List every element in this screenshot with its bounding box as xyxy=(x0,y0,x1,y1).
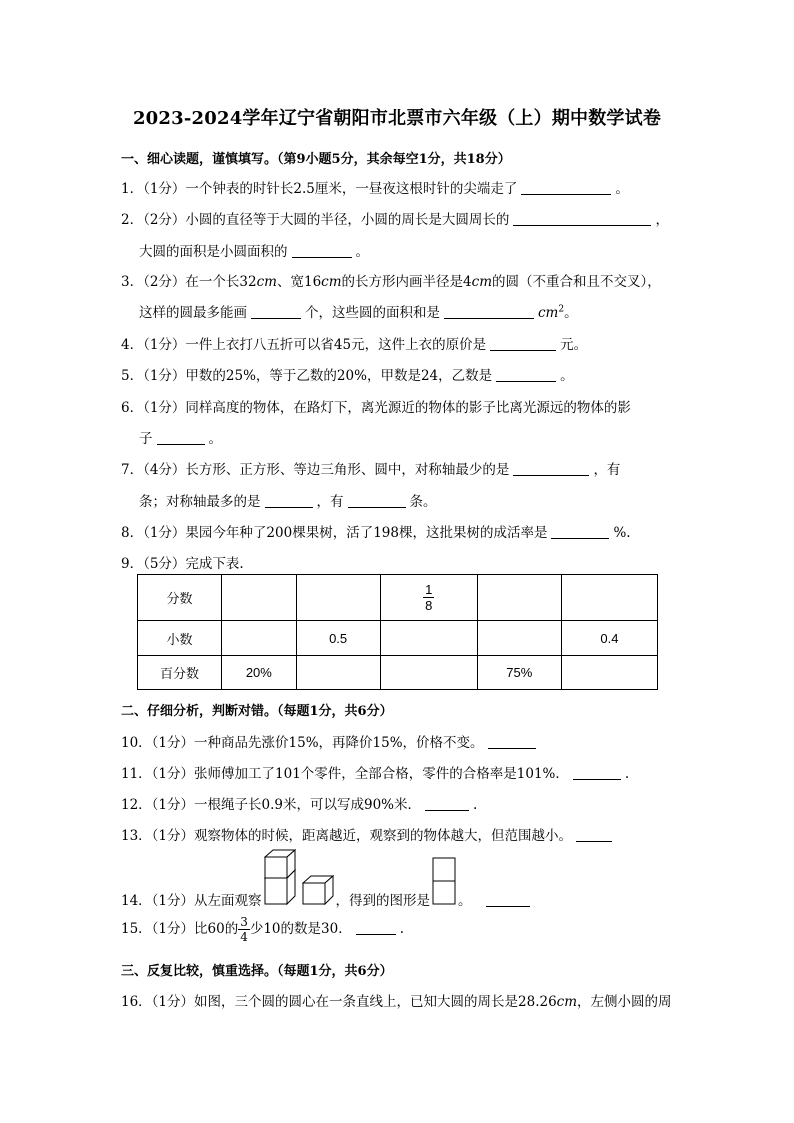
table-cell: 75% xyxy=(477,656,561,690)
two-squares-icon xyxy=(432,857,456,909)
question-13: 13．（1分）观察物体的时候，距离越近，观察到的物体越大，但范围越小。 xyxy=(121,824,616,844)
answer-blank[interactable] xyxy=(486,892,530,907)
table-cell[interactable] xyxy=(561,575,657,621)
table-cell: 20% xyxy=(222,656,296,690)
question-16: 16．（1分）如图，三个圆的圆心在一条直线上，已知大圆的周长是28.26cm，左侧小圆的周 xyxy=(121,994,672,1010)
question-4: 4．（1分）一件上衣打八五折可以省45元，这件上衣的原价是 元。 xyxy=(121,337,588,353)
question-11: 11．（1分）张师傅加工了101个零件，全部合格，零件的合格率是101%． . xyxy=(121,766,630,782)
table-cell[interactable] xyxy=(477,575,561,621)
answer-blank[interactable] xyxy=(573,765,621,780)
answer-blank[interactable] xyxy=(292,243,352,258)
question-6: 6．（1分）同样高度的物体，在路灯下，离光源近的物体的影子比离光源远的物体的影 xyxy=(121,400,631,416)
conversion-table xyxy=(137,574,658,690)
table-cell[interactable] xyxy=(561,656,657,690)
table-cell[interactable] xyxy=(477,621,561,656)
fraction: $\frac{1}{8}$ xyxy=(425,582,433,613)
question-3: 3．（2分）在一个长32cm、宽16cm的长方形内画半径是4cm的圆（不重合和且不交叉）， xyxy=(121,274,661,290)
question-3-line-2: 这样的圆最多能画 个，这些圆的面积和是 $cm^2$。 xyxy=(139,304,578,321)
question-7: 7．（4分）长方形、正方形、等边三角形、圆中，对称轴最少的是 ，有 xyxy=(121,462,621,478)
row-header: 小数 xyxy=(138,621,222,656)
question-8: 8．（1分）果园今年种了200棵果树，活了198棵，这批果树的成活率是 %. xyxy=(121,525,631,541)
exam-title: 2023-2024学年辽宁省朝阳市北票市六年级（上）期中数学试卷 xyxy=(132,108,662,129)
question-2: 2．（2分）小圆的直径等于大圆的半径，小圆的周长是大圆周长的 ， xyxy=(121,212,669,228)
table-row xyxy=(138,621,658,656)
question-12: 12．（1分）一根绳子长0.9米，可以写成90%米． . xyxy=(121,797,478,813)
question-2-line-2: 大圆的面积是小圆面积的 。 xyxy=(139,244,369,260)
answer-blank[interactable] xyxy=(551,524,609,539)
question-1: 1．（1分）一个钟表的时针长2.5厘米，一昼夜这根时针的尖端走了 。 xyxy=(121,181,629,197)
table-cell: 0.5 xyxy=(296,621,380,656)
answer-blank[interactable] xyxy=(251,304,301,319)
question-10: 10．（1分）一种商品先涨价15%，再降价15%，价格不变。 xyxy=(121,731,540,751)
answer-blank[interactable] xyxy=(265,493,313,508)
stacked-cubes-icon xyxy=(264,849,296,909)
table-cell[interactable] xyxy=(296,656,380,690)
question-15: 15．（1分）比60的 $\frac{3}{4}$ 少10的数是30． . xyxy=(121,915,404,944)
table-cell[interactable] xyxy=(380,621,477,656)
answer-blank[interactable] xyxy=(521,180,611,195)
question-9: 9．（5分）完成下表. xyxy=(121,556,244,572)
section-2-heading: 二、仔细分析，判断对错。（每题1分，共6分） xyxy=(121,704,393,719)
fraction: $\frac{3}{4}$ xyxy=(240,915,248,944)
table-cell[interactable] xyxy=(380,656,477,690)
table-cell: 0.4 xyxy=(561,621,657,656)
row-header: 百分数 xyxy=(138,656,222,690)
table-cell[interactable] xyxy=(222,621,296,656)
answer-blank[interactable] xyxy=(496,367,556,382)
answer-blank[interactable] xyxy=(513,461,589,476)
question-5: 5．（1分）甲数的25%，等于乙数的20%，甲数是24，乙数是 。 xyxy=(121,368,574,384)
answer-blank[interactable] xyxy=(490,336,556,351)
question-7-line-2: 条；对称轴最多的是 ，有 条。 xyxy=(139,494,437,510)
question-6-line-2: 子 。 xyxy=(139,431,222,447)
question-14: 14．（1分）从左面观察 ，得到的图形是 。 xyxy=(121,849,534,909)
answer-blank[interactable] xyxy=(157,430,205,445)
table-cell[interactable] xyxy=(222,575,296,621)
table-cell xyxy=(380,575,477,621)
answer-blank[interactable] xyxy=(513,211,651,226)
row-header: 分数 xyxy=(138,575,222,621)
answer-blank[interactable] xyxy=(348,493,406,508)
section-3-heading: 三、反复比较，慎重选择。（每题1分，共6分） xyxy=(121,964,393,979)
answer-blank[interactable] xyxy=(425,796,469,811)
table-cell[interactable] xyxy=(296,575,380,621)
answer-blank[interactable] xyxy=(444,304,534,319)
table-row xyxy=(138,575,658,621)
answer-blank[interactable] xyxy=(488,734,536,749)
answer-blank[interactable] xyxy=(576,827,612,842)
single-cube-icon xyxy=(302,875,334,909)
table-row xyxy=(138,656,658,690)
section-1-heading: 一、细心读题，谨慎填写。（第9小题5分，其余每空1分，共18分） xyxy=(121,152,511,167)
answer-blank[interactable] xyxy=(356,920,396,935)
